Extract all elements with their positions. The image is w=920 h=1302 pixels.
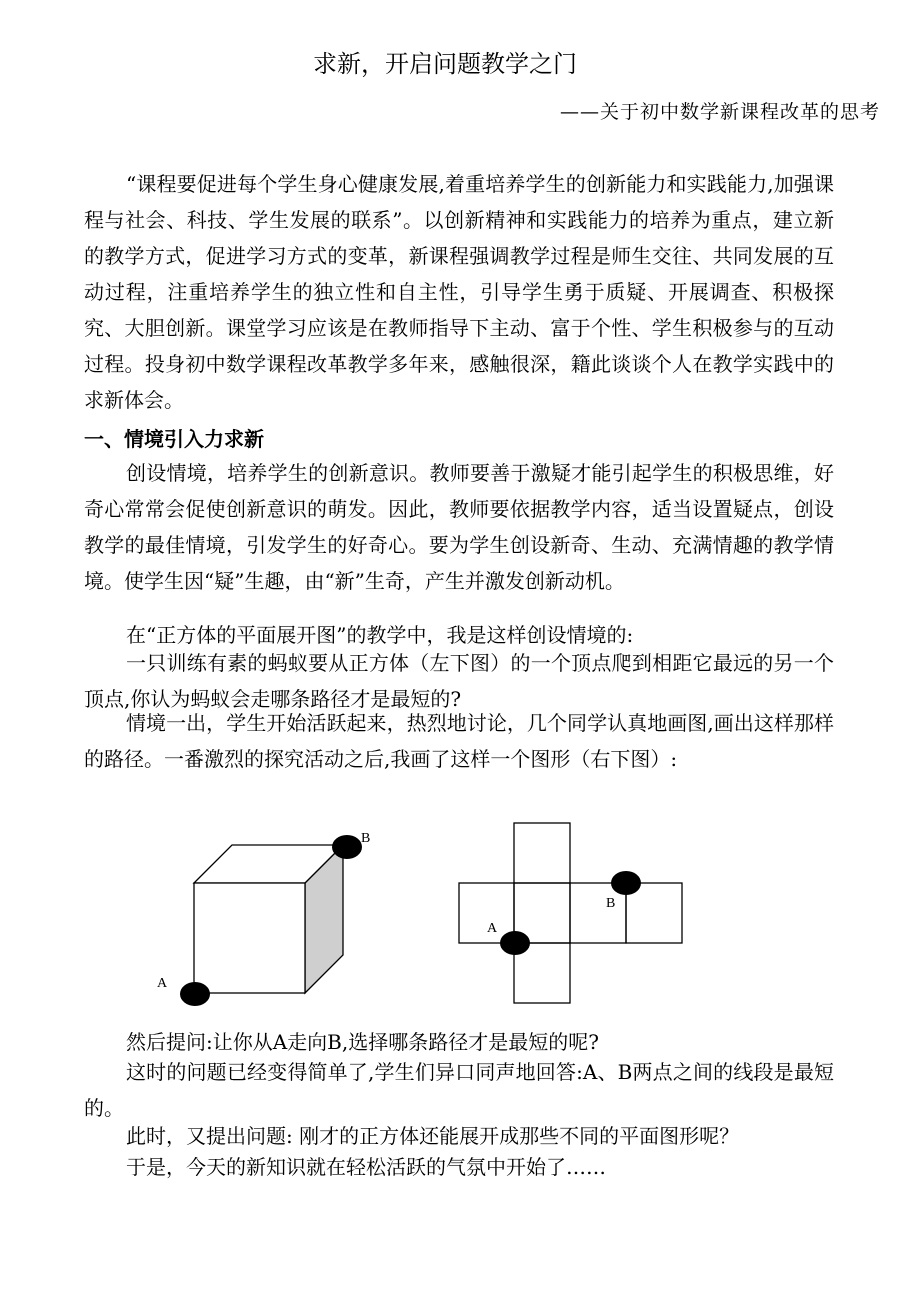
- net-vertex-b: [611, 871, 641, 895]
- section-paragraph-3: 一只训练有素的蚂蚁要从正方体（左下图）的一个顶点爬到相距它最远的另一个顶点,你认为蚂蚁会走哪条路径才是最短的?: [84, 651, 834, 711]
- cube-label-a: A: [157, 976, 168, 991]
- cube-figure: [157, 831, 370, 1006]
- page-title: 求新，开启问题教学之门: [313, 50, 577, 78]
- section-paragraph-5: 然后提问:让你从A走向B,选择哪条路径才是最短的呢?: [126, 1030, 599, 1054]
- section-heading: 一、情境引入力求新: [84, 427, 264, 451]
- section-paragraph-2: 在“正方体的平面展开图”的教学中，我是这样创设情境的:: [126, 623, 634, 647]
- cube-vertex-a: [180, 982, 210, 1006]
- intro-paragraph: “课程要促进每个学生身心健康发展,着重培养学生的创新能力和实践能力,加强课程与社会、科技、学生发展的联系”。以创新精神和实践能力的培养为重点，建立新的教学方式，促进学习方式的变革，新课程强调教学过程是师生交往、共同发展的互动过程，注重培养学生的独立性和自主性，引导学生勇于质疑、开展调查、积极探究、大胆创新。课堂学习应该是在教师指导下主动、富于个性、学生积极参与的互动过程。投身初中数学课程改革教学多年来，感触很深，籍此谈谈个人在教学实践中的求新体会。: [84, 172, 834, 412]
- section-paragraph-6: 这时的问题已经变得简单了,学生们异口同声地回答:A、B两点之间的线段是最短的。: [84, 1060, 834, 1120]
- net-label-b: B: [606, 896, 616, 911]
- net-vertex-a: [500, 931, 530, 955]
- section-paragraph-1: 创设情境，培养学生的创新意识。教师要善于激疑才能引起学生的积极思维，好奇心常常会促使创新意识的萌发。因此，教师要依据教学内容，适当设置疑点，创设教学的最佳情境，引发学生的好奇心。要为学生创设新奇、生动、充满情趣的教学情境。使学生因“疑”生趣，由“新”生奇，产生并激发创新动机。: [84, 461, 834, 593]
- cube-label-b: B: [361, 831, 371, 846]
- cube-net-figure: [459, 823, 682, 1003]
- cube-front-face: [194, 883, 305, 993]
- net-square-top: [514, 823, 570, 883]
- section-paragraph-4: 情境一出，学生开始活跃起来，热烈地讨论，几个同学认真地画图,画出这样那样的路径。一番激烈的探究活动之后,我画了这样一个图形（右下图）:: [84, 711, 834, 771]
- section-paragraph-8: 于是，今天的新知识就在轻松活跃的气氛中开始了……: [126, 1155, 606, 1179]
- net-label-a: A: [487, 921, 498, 936]
- page-subtitle: ——关于初中数学新课程改革的思考: [559, 101, 880, 123]
- section-paragraph-7: 此时，又提出问题: 刚才的正方体还能展开成那些不同的平面图形呢？: [126, 1124, 740, 1148]
- cube-vertex-b: [332, 835, 362, 859]
